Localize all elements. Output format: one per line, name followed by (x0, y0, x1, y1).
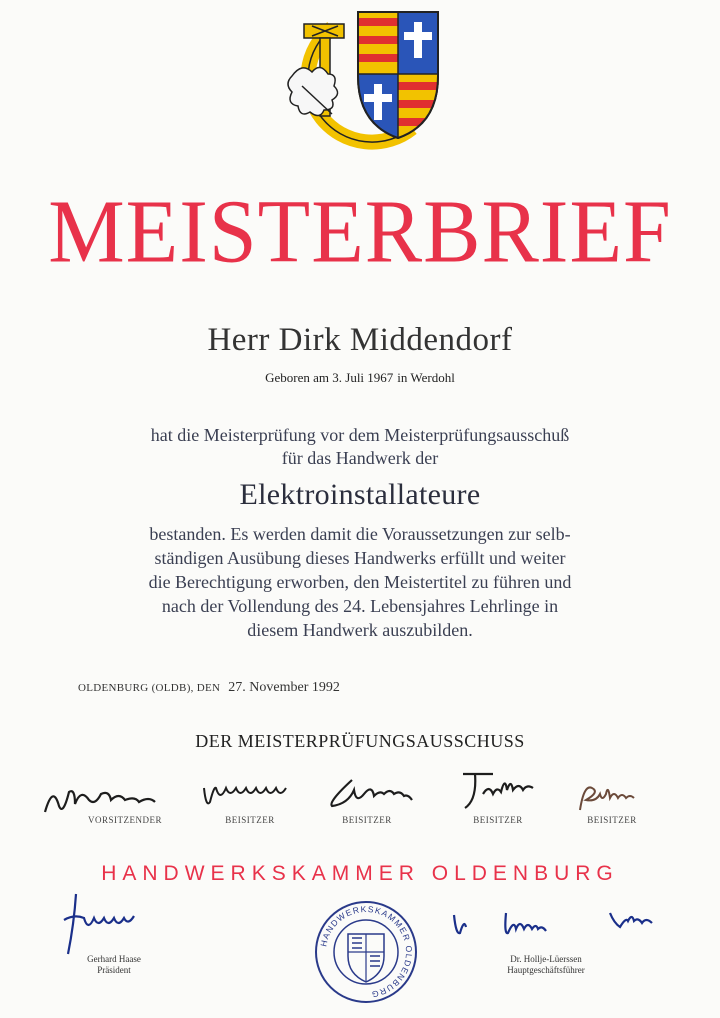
paragraph-line: bestanden. Es werden damit die Voraussetzungen zur selb- (149, 524, 571, 544)
committee-heading: DER MEISTERPRÜFUNGSAUSSCHUSS (195, 731, 525, 751)
body-line-1: hat die Meisterprüfung vor dem Meisterprüfungsausschuß (150, 425, 570, 445)
president-name: Gerhard Haase (87, 954, 141, 964)
recipient-name: Herr Dirk Middendorf (207, 322, 513, 358)
body-line-2: für das Handwerk der (281, 448, 439, 468)
role-label: BEISITZER (225, 815, 275, 825)
paragraph-line: nach der Vollendung des 24. Lebensjahres Lehrlinge in (161, 596, 559, 616)
body-paragraph (0, 522, 720, 642)
president-block (64, 954, 164, 976)
paragraph-line: diesem Handwerk auszubilden. (247, 620, 473, 640)
birth-info (0, 370, 720, 386)
signature-assessor-1 (200, 782, 300, 812)
role-label: BEISITZER (587, 815, 637, 825)
birth-place: in Werdohl (397, 370, 455, 385)
chamber-name: HANDWERKSKAMMER OLDENBURG (101, 862, 619, 885)
chamber-coat-of-arms-icon (262, 6, 462, 154)
paragraph-line: ständigen Ausübung dieses Handwerks erfüllt und weiter (154, 548, 566, 568)
signature-manager (450, 905, 670, 945)
dateline (78, 679, 340, 696)
signature-assessor-3 (453, 770, 543, 812)
issue-date: 27. November 1992 (228, 680, 340, 695)
manager-name: Dr. Hollje-Lüerssen (510, 954, 582, 964)
manager-title: Hauptgeschäftsführer (507, 965, 585, 975)
manager-block (476, 954, 616, 976)
role-label: BEISITZER (473, 815, 523, 825)
trade-name: Elektroinstallateure (239, 478, 481, 511)
birth-date: Geboren am 3. Juli 1967 (265, 370, 394, 385)
signature-chairman (40, 780, 190, 820)
paragraph-line: die Berechtigung erworben, den Meistertitel zu führen und (148, 572, 572, 592)
signature-assessor-2 (322, 776, 422, 810)
chamber-seal-icon (314, 900, 418, 1004)
dateline-label: OLDENBURG (OLDB), DEN (78, 682, 221, 694)
signature-president (58, 890, 158, 960)
svg-text:HANDWERKSKAMMER OLDENBURG: HANDWERKSKAMMER OLDENBURG (318, 903, 415, 1000)
role-label: BEISITZER (342, 815, 392, 825)
document-title: MEISTERBRIEF (48, 180, 672, 282)
president-title: Präsident (97, 965, 131, 975)
signature-assessor-4 (574, 780, 654, 814)
role-label: VORSITZENDER (88, 815, 162, 825)
